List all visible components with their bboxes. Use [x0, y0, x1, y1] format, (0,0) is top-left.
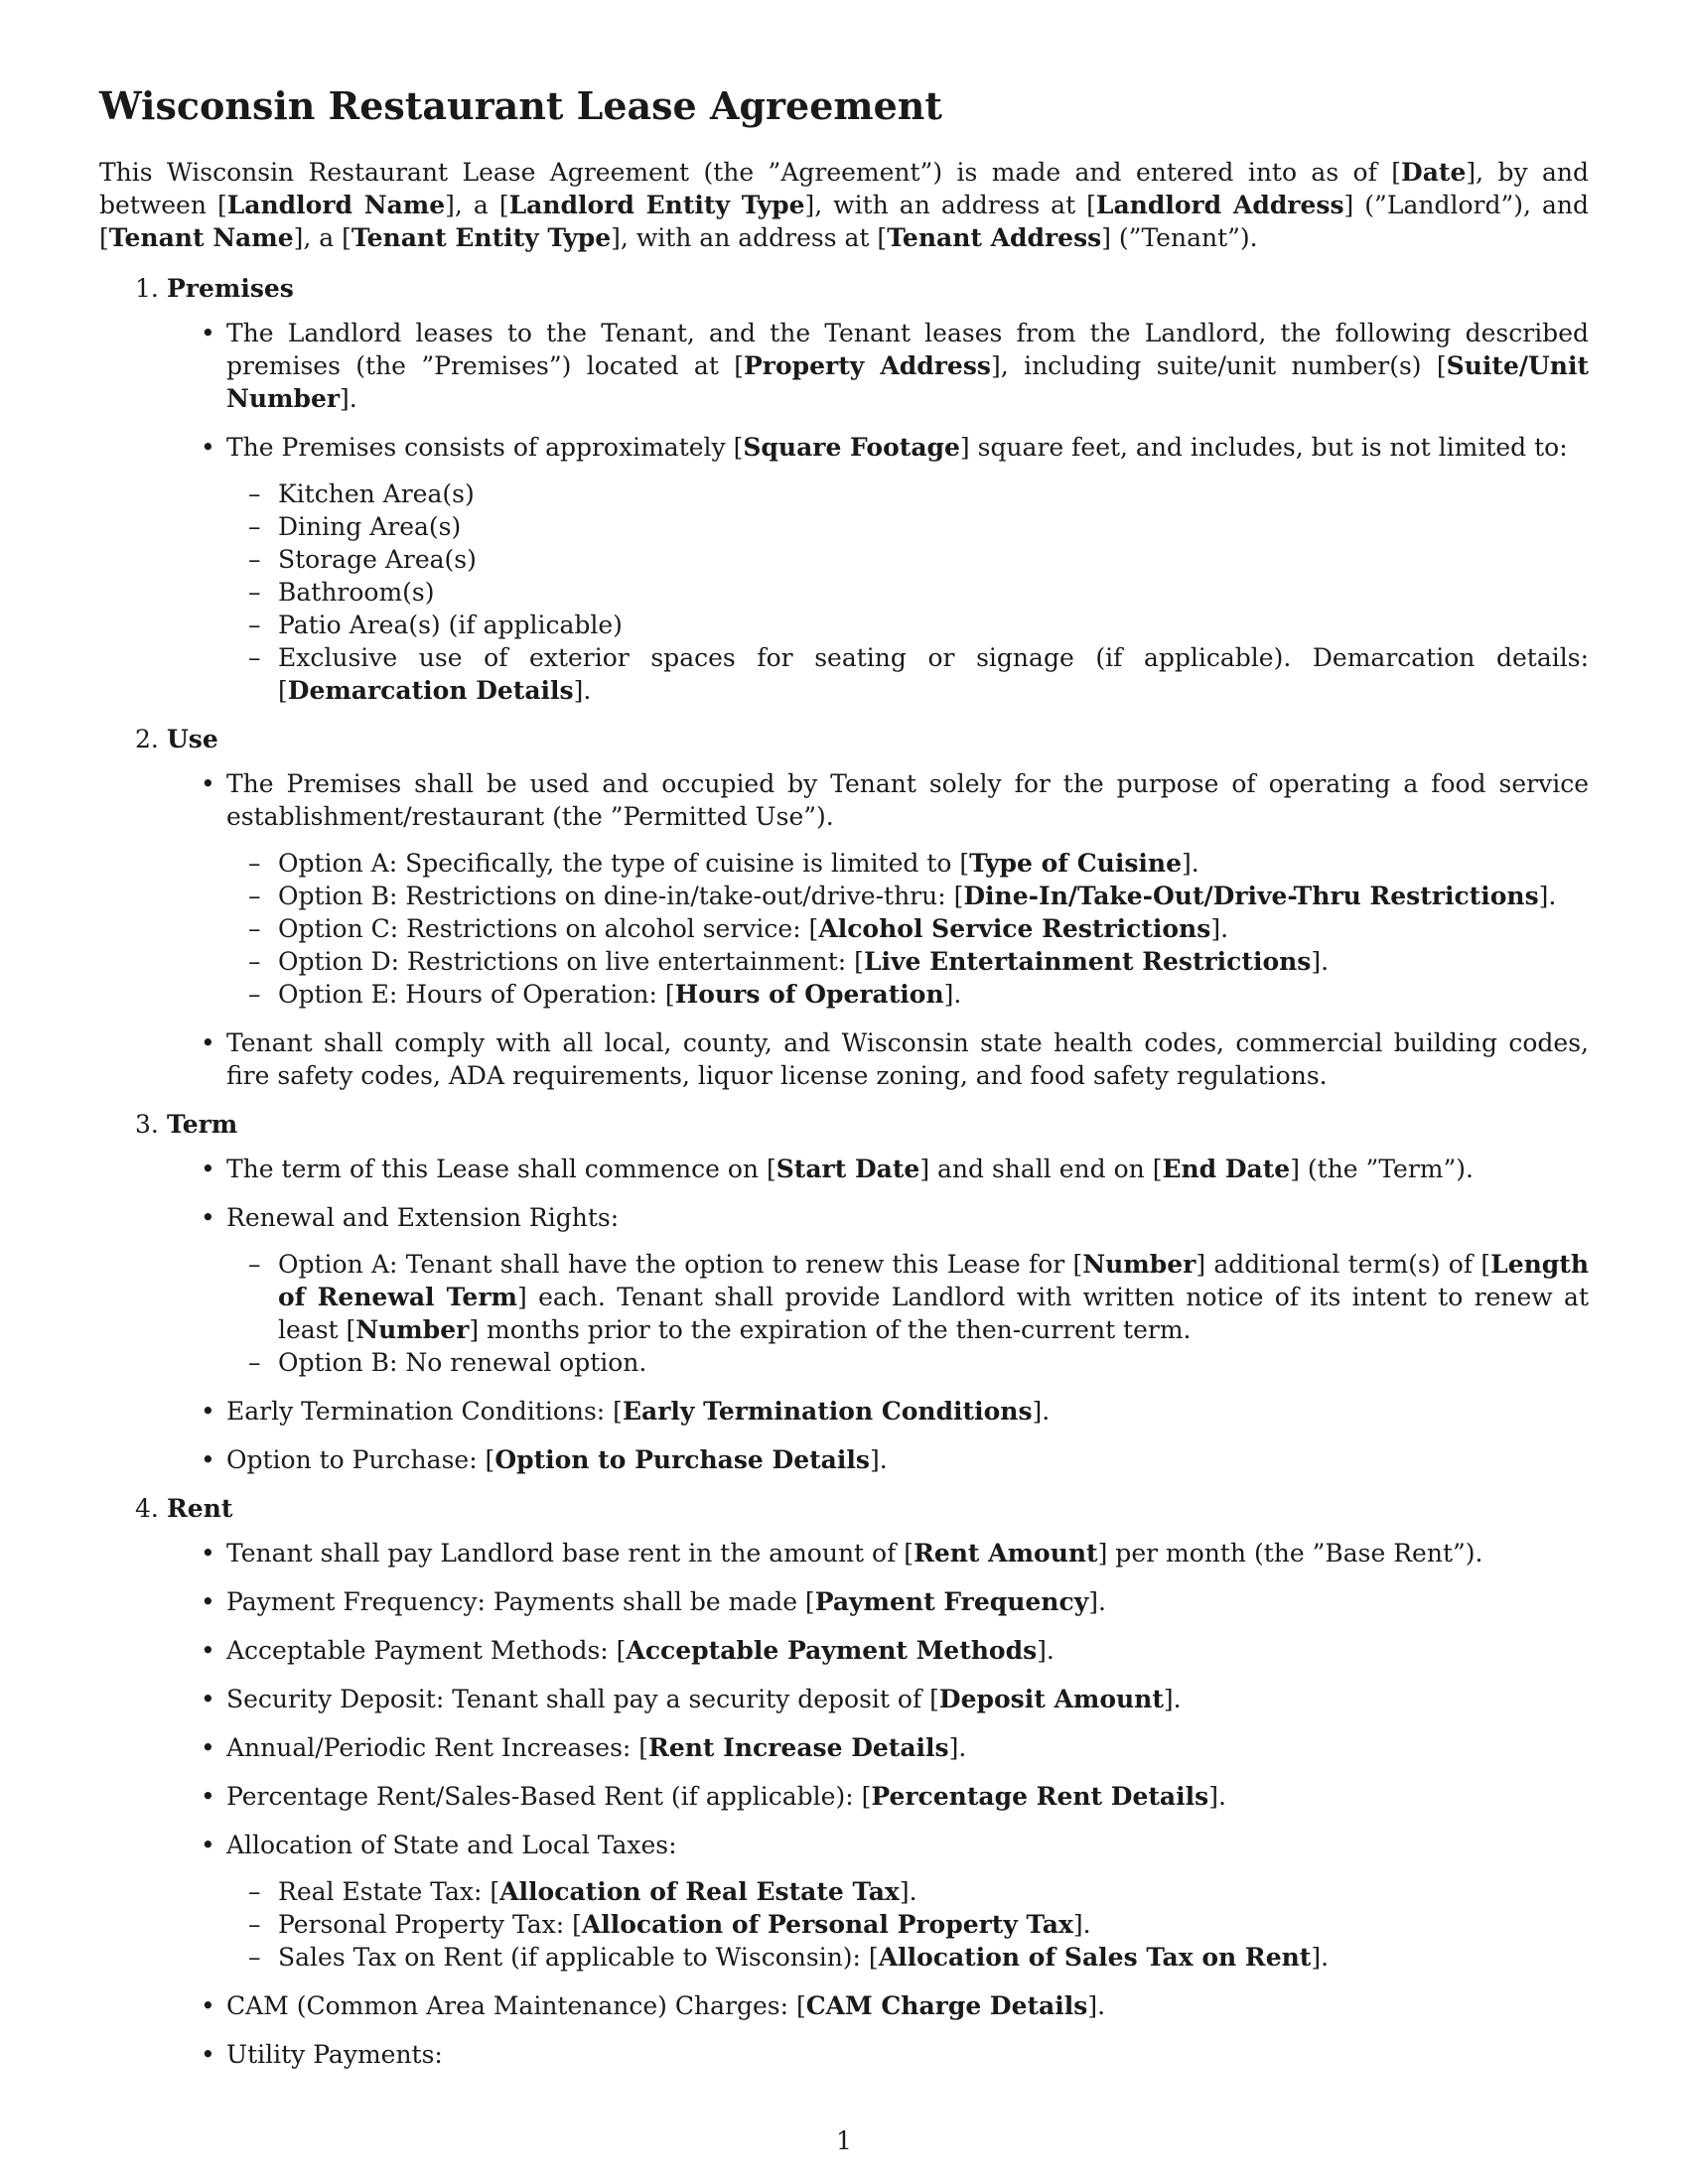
real-estate-tax-field: Allocation of Real Estate Tax [499, 1877, 900, 1906]
notice-months-field: Number [355, 1315, 470, 1344]
rent-increase-field: Rent Increase Details [648, 1733, 949, 1762]
list-item: • Tenant shall comply with all local, county, and Wisconsin state health codes, commercial building codes, fire safety codes, ADA requirements, liquor license zoning, and food safety regulations. [167, 1026, 1589, 1092]
square-footage-field: Square Footage [743, 433, 960, 462]
section-title: Term [167, 1110, 238, 1139]
property-address-field: Property Address [744, 351, 991, 380]
intro-paragraph: This Wisconsin Restaurant Lease Agreement (the ”Agreement”) is made and entered into as of [Date], by and between [Landlord Name], a [Landlord Entity Type], with an address at [Landlord Address] (”Landlord”), and [Tenant Name], a [Tenant Entity Type], with an address at [Tenant Address] (”Tenant”). [99, 158, 1589, 252]
list-item: • The Premises shall be used and occupied by Tenant solely for the purpose of operating a food service establishment/restaurant (the ”Permitted Use”). – Option A: Specifically, the type of cuisine is limited to [Type of Cuisine]. – Option B: Restrictions on dine-in/take-out/drive-thru: [Dine-In/Take-Out/Drive-Thru Restrictions]. – Option C: Restrictions on alcohol service: [Alcohol Service Restrictions]. – Option D: Restrictions on live entertainment: [Live Entertainment Restrictions]. – Option E: Hours of Operation: [Hours of Operation]. [167, 767, 1589, 1011]
section-number: 1. [135, 274, 159, 303]
start-date-field: Start Date [775, 1155, 920, 1183]
sub-list-item: – Option A: Specifically, the type of cuisine is limited to [Type of Cuisine]. [226, 847, 1589, 880]
landlord-entity-field: Landlord Entity Type [508, 191, 805, 219]
date-field: Date [1401, 158, 1467, 187]
list-item: • Early Termination Conditions: [Early Termination Conditions]. [167, 1395, 1589, 1428]
bullet-list [167, 767, 1589, 1092]
sub-list [226, 1875, 1589, 1974]
sub-list-item: – Option A: Tenant shall have the option to renew this Lease for [Number] additional term(s) of [Length of Renewal Term] each. Tenant shall provide Landlord with written notice of its intent to renew at least [Number] months prior to the expiration of the then-current term. [226, 1248, 1589, 1346]
sub-list-item: – Patio Area(s) (if applicable) [226, 609, 1589, 641]
list-item: • Renewal and Extension Rights: – Option A: Tenant shall have the option to renew this Lease for [Number] additional term(s) of [Length of Renewal Term] each. Tenant shall provide Landlord with written notice of its intent to renew at least [Number] months prior to the expiration of the then-current term. – Option B: No renewal option. [167, 1201, 1589, 1379]
sections-list [99, 272, 1589, 2071]
sub-list-item: – Option C: Restrictions on alcohol service: [Alcohol Service Restrictions]. [226, 912, 1589, 945]
dine-restrictions-field: Dine-In/Take-Out/Drive-Thru Restrictions [963, 882, 1539, 910]
list-item: • Security Deposit: Tenant shall pay a security deposit of [Deposit Amount]. [167, 1683, 1589, 1715]
section-rent [99, 1492, 1589, 2071]
list-item: • Payment Frequency: Payments shall be made [Payment Frequency]. [167, 1585, 1589, 1618]
sub-list [226, 847, 1589, 1011]
deposit-amount-field: Deposit Amount [938, 1685, 1164, 1713]
section-title: Premises [167, 274, 294, 303]
alcohol-restrictions-field: Alcohol Service Restrictions [818, 914, 1211, 943]
list-item: • Option to Purchase: [Option to Purchase Details]. [167, 1443, 1589, 1476]
landlord-address-field: Landlord Address [1095, 191, 1344, 219]
property-tax-field: Allocation of Personal Property Tax [581, 1910, 1073, 1939]
sub-list-item: – Real Estate Tax: [Allocation of Real Estate Tax]. [226, 1875, 1589, 1908]
sub-list-item: – Bathroom(s) [226, 576, 1589, 609]
payment-methods-field: Acceptable Payment Methods [626, 1636, 1038, 1665]
list-item: • Annual/Periodic Rent Increases: [Rent Increase Details]. [167, 1731, 1589, 1764]
tenant-name-field: Tenant Name [108, 223, 294, 252]
bullet-list [167, 317, 1589, 707]
section-title: Rent [167, 1494, 233, 1523]
section-use [99, 723, 1589, 1092]
sub-list-item: – Option B: No renewal option. [226, 1346, 1589, 1379]
renewal-length-field: Length of Renewal Term [278, 1250, 1589, 1311]
document-title: Wisconsin Restaurant Lease Agreement [99, 83, 942, 128]
payment-frequency-field: Payment Frequency [814, 1587, 1089, 1616]
sub-list-item: – Option E: Hours of Operation: [Hours of Operation]. [226, 978, 1589, 1011]
list-item: • The term of this Lease shall commence on [Start Date] and shall end on [End Date] (the ”Term”). [167, 1153, 1589, 1185]
list-item: • Percentage Rent/Sales-Based Rent (if applicable): [Percentage Rent Details]. [167, 1780, 1589, 1813]
demarcation-field: Demarcation Details [287, 676, 574, 705]
renewal-count-field: Number [1082, 1250, 1196, 1279]
section-premises [99, 272, 1589, 707]
list-item: • The Premises consists of approximately [Square Footage] square feet, and includes, but is not limited to: – Kitchen Area(s) – Dining Area(s) – Storage Area(s) – Bathroom(s) – Patio Area(s) (if applicable) – Exclusive use of exterior spaces for seating or signage (if applicable). Demarcation details: [Demarcation Details]. [167, 431, 1589, 707]
section-title: Use [167, 725, 218, 753]
sub-list-item: – Option D: Restrictions on live entertainment: [Live Entertainment Restrictions]. [226, 945, 1589, 978]
cam-charge-field: CAM Charge Details [805, 1991, 1088, 2020]
section-number: 2. [135, 725, 159, 753]
early-termination-field: Early Termination Conditions [622, 1397, 1033, 1426]
list-item: • Utility Payments: [167, 2038, 1589, 2071]
bullet-list [167, 1153, 1589, 1476]
list-item: • Tenant shall pay Landlord base rent in the amount of [Rent Amount] per month (the ”Base Rent”). [167, 1537, 1589, 1570]
sub-list-item: – Personal Property Tax: [Allocation of Personal Property Tax]. [226, 1908, 1589, 1941]
sub-list [226, 1248, 1589, 1379]
sub-list-item: – Storage Area(s) [226, 543, 1589, 576]
landlord-name-field: Landlord Name [226, 191, 446, 219]
section-number: 4. [135, 1494, 159, 1523]
tenant-address-field: Tenant Address [887, 223, 1102, 252]
list-item: • Allocation of State and Local Taxes: – Real Estate Tax: [Allocation of Real Estate Tax]. – Personal Property Tax: [Allocation of Personal Property Tax]. – Sales Tax on Rent (if applicable to Wisconsin): [Allocation of Sales Tax on Rent]. [167, 1829, 1589, 1974]
list-item: • Acceptable Payment Methods: [Acceptable Payment Methods]. [167, 1634, 1589, 1667]
entertainment-restrictions-field: Live Entertainment Restrictions [863, 947, 1312, 976]
end-date-field: End Date [1162, 1155, 1291, 1183]
cuisine-field: Type of Cuisine [969, 849, 1182, 878]
sub-list-item: – Sales Tax on Rent (if applicable to Wisconsin): [Allocation of Sales Tax on Rent]. [226, 1941, 1589, 1974]
section-number: 3. [135, 1110, 159, 1139]
list-item: • CAM (Common Area Maintenance) Charges: [CAM Charge Details]. [167, 1989, 1589, 2022]
sales-tax-field: Allocation of Sales Tax on Rent [878, 1943, 1312, 1972]
section-term [99, 1108, 1589, 1476]
page-number: 1 [836, 2126, 852, 2155]
suite-number-field: Suite/Unit Number [226, 351, 1590, 413]
sub-list-item: – Option B: Restrictions on dine-in/take-out/drive-thru: [Dine-In/Take-Out/Drive-Thru Restrictions]. [226, 880, 1589, 912]
list-item: • The Landlord leases to the Tenant, and the Tenant leases from the Landlord, the following described premises (the ”Premises”) located at [Property Address], including suite/unit number(s) [Suite/Unit Number]. [167, 317, 1589, 415]
tenant-entity-field: Tenant Entity Type [351, 223, 612, 252]
percentage-rent-field: Percentage Rent Details [871, 1782, 1209, 1811]
sub-list-item: – Dining Area(s) [226, 510, 1589, 543]
rent-amount-field: Rent Amount [914, 1539, 1098, 1568]
sub-list [226, 478, 1589, 707]
purchase-option-field: Option to Purchase Details [494, 1445, 870, 1474]
document-page [99, 84, 1589, 2087]
hours-field: Hours of Operation [674, 980, 944, 1009]
sub-list-item: – Exclusive use of exterior spaces for seating or signage (if applicable). Demarcation details: [Demarcation Details]. [226, 641, 1589, 707]
bullet-list [167, 1537, 1589, 2071]
sub-list-item: – Kitchen Area(s) [226, 478, 1589, 510]
